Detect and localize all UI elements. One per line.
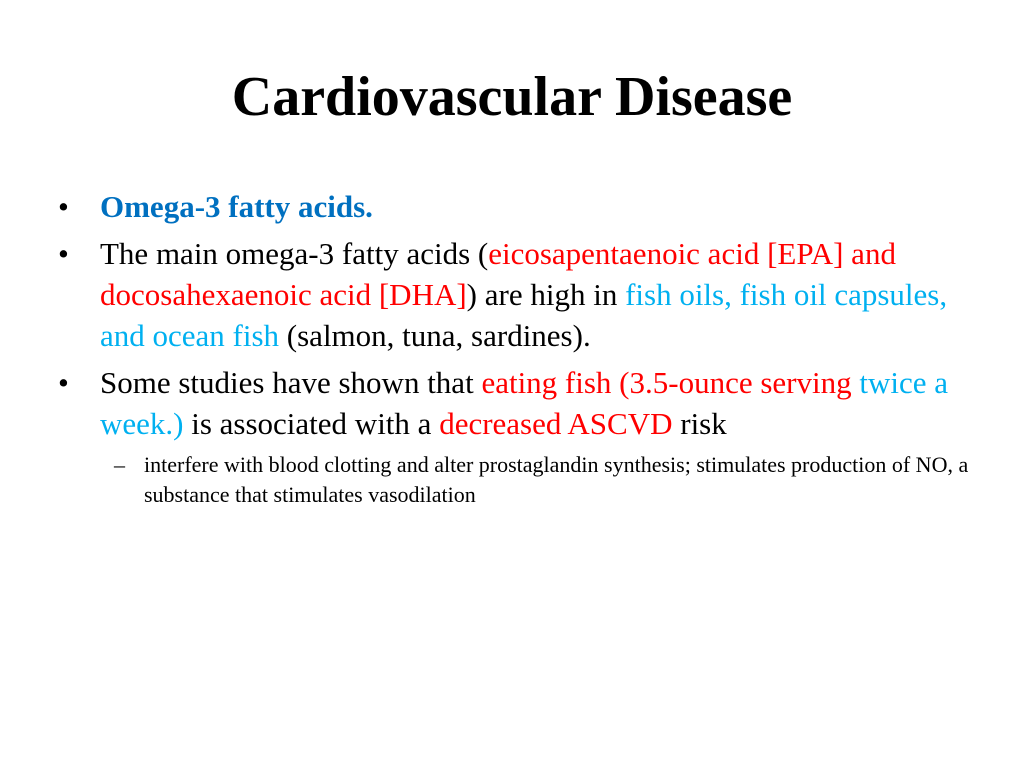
bullet-text: Some studies have shown that: [100, 365, 482, 400]
bullet-icon: •: [58, 189, 69, 224]
bullet-item: [58, 362, 978, 444]
bullet-item: [58, 186, 978, 227]
sub-bullet-text: interfere with blood clotting and alter prostaglandin synthesis; stimulates production of NO, a substance that stimulates vasodilation: [144, 452, 969, 507]
bullet-text: risk: [672, 406, 727, 441]
slide-title: Cardiovascular Disease: [231, 66, 793, 128]
sub-bullet-item: [58, 450, 978, 510]
highlight-text: fish oils, fish oil capsules, and ocean fish: [100, 277, 948, 353]
dash-icon: –: [114, 452, 125, 477]
highlight-text: twice a week.): [100, 365, 948, 441]
slide-content: [58, 186, 978, 510]
bullet-text: The main omega-3 fatty acids (: [100, 236, 489, 271]
highlight-text: decreased ASCVD: [439, 406, 673, 441]
bullet-icon: •: [58, 236, 69, 271]
bullet-icon: •: [58, 365, 69, 400]
bullet-text: (salmon, tuna, sardines).: [279, 318, 591, 353]
bullet-text: ) are high in: [466, 277, 626, 312]
highlight-text: eicosapentaenoic acid [EPA] and docosahexaenoic acid [DHA]: [100, 236, 896, 312]
highlight-text: eating fish (3.5-ounce serving: [481, 365, 860, 400]
bullet-item: [58, 233, 978, 356]
bullet-text: is associated with a: [183, 406, 440, 441]
bullet-heading: Omega-3 fatty acids.: [100, 189, 373, 224]
